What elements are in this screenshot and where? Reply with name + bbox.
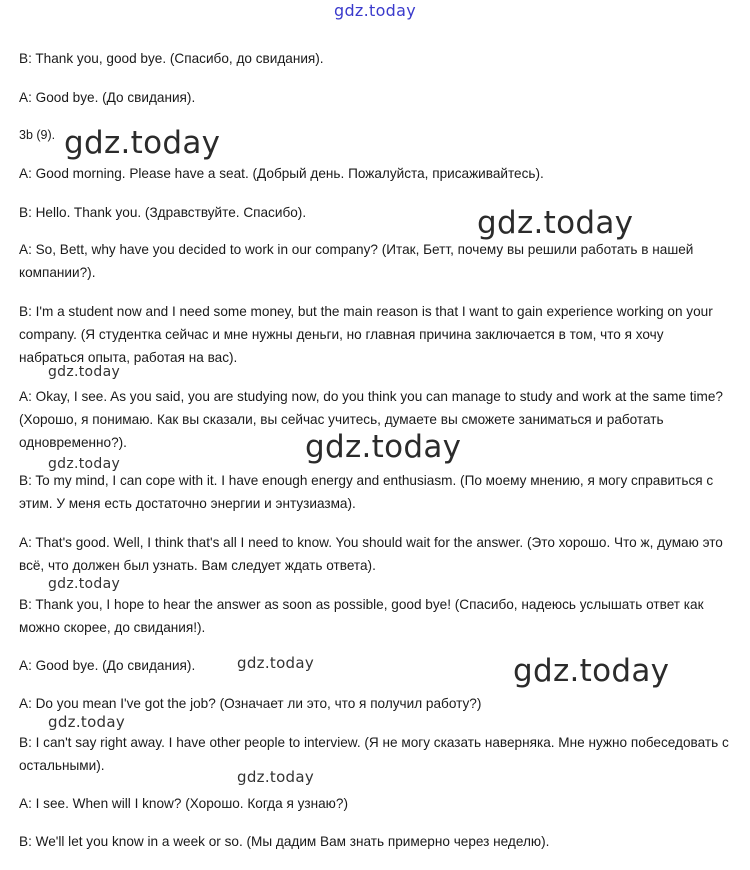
dialogue-line-9: A: That's good. Well, I think that's all I need to know. You should wait for the answer. (Это хорошо. Что ж, думаю это всё, что должен был узнать. Вам следует ждать ответа).: [19, 535, 723, 573]
section-heading: 3b (9).: [19, 128, 56, 142]
watermark-large: gdz.today: [477, 205, 634, 241]
watermark-small: gdz.today: [237, 768, 315, 786]
dialogue-line-10: B: Thank you, I hope to hear the answer as soon as possible, good bye! (Спасибо, надеюсь услышать ответ как можно скорее, до свидания!).: [19, 597, 704, 635]
watermark-large: gdz.today: [64, 125, 221, 161]
dialogue-line-7: A: Okay, I see. As you said, you are studying now, do you think you can manage to study and work at the same time? (Хорошо, я понимаю. Как вы сказали, вы сейчас учитесь, думаете вы сможете заниматься и работать одновременно?).: [19, 389, 723, 450]
dialogue-line-12: A: Do you mean I've got the job? (Означает ли это, что я получил работу?): [19, 696, 482, 711]
dialogue-line-2: A: Good bye. (До свидания).: [19, 90, 196, 105]
dialogue-line-1: B: Thank you, good bye. (Спасибо, до свидания).: [19, 51, 324, 66]
dialogue-line-3: A: Good morning. Please have a seat. (Добрый день. Пожалуйста, присаживайтесь).: [19, 166, 544, 181]
dialogue-line-14: A: I see. When will I know? (Хорошо. Когда я узнаю?): [19, 796, 348, 811]
dialogue-line-13: B: I can't say right away. I have other people to interview. (Я не могу сказать наверняка. Мне нужно побеседовать с остальными).: [19, 735, 729, 773]
watermark-small: gdz.today: [48, 576, 121, 592]
watermark-small: gdz.today: [48, 456, 121, 472]
dialogue-line-4: B: Hello. Thank you. (Здравствуйте. Спасибо).: [19, 205, 307, 220]
dialogue-line-8: B: To my mind, I can cope with it. I have enough energy and enthusiasm. (По моему мнению, я могу справиться с этим. У меня есть достаточно энергии и энтузиазма).: [19, 473, 714, 511]
dialogue-line-5: A: So, Bett, why have you decided to work in our company? (Итак, Бетт, почему вы решили работать в нашей компании?).: [19, 242, 694, 280]
header-watermark: gdz.today: [334, 1, 416, 20]
watermark-small: gdz.today: [237, 654, 315, 672]
dialogue-line-15: B: We'll let you know in a week or so. (Мы дадим Вам знать примерно через неделю).: [19, 834, 550, 849]
watermark-small: gdz.today: [48, 713, 126, 731]
watermark-large: gdz.today: [305, 429, 462, 465]
dialogue-line-11: A: Good bye. (До свидания).: [19, 658, 196, 673]
dialogue-line-6: B: I'm a student now and I need some money, but the main reason is that I want to gain experience working on your company. (Я студентка сейчас и мне нужны деньги, но главная причина заключается в том, что я хочу набраться опыта, работая на вас).: [19, 304, 713, 365]
watermark-large: gdz.today: [513, 653, 670, 689]
watermark-small: gdz.today: [48, 364, 121, 380]
